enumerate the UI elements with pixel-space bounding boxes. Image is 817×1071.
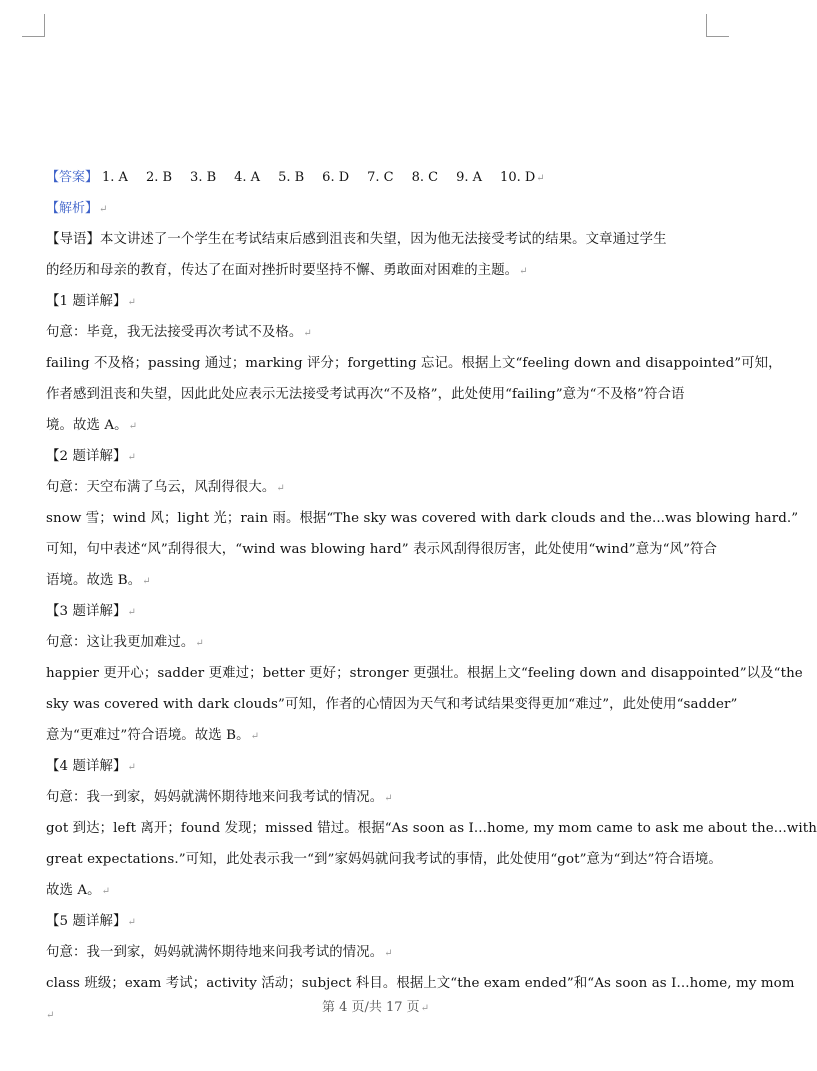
text-line: 意为“更难过”符合语境。故选 B。↵	[46, 728, 260, 743]
text-line: 故选 A。↵	[46, 883, 111, 898]
answer-item: 6. D	[322, 170, 350, 185]
answer-item: 2. B	[145, 170, 173, 185]
text-line: snow 雪；wind 风；light 光；rain 雨。根据“The sky was covered with dark clouds and the...was blowing hard.”	[46, 511, 799, 526]
crop-mark-top-left	[22, 14, 45, 37]
answer-key: 【答案】 1. A 2. B 3. B 4. A 5. B 6. D 7. C 8. C 9. A 10. D↵	[46, 170, 545, 185]
section-heading: 【3 题详解】↵	[46, 604, 136, 619]
answer-item: 7. C	[367, 170, 394, 185]
text-line: 作者感到沮丧和失望，因此此处应表示无法接受考试再次“不及格”，此处使用“failing”意为“不及格”符合语	[46, 387, 685, 402]
answer-item: 4. A	[234, 170, 261, 185]
answer-item: 8. C	[411, 170, 439, 185]
section-heading: 【1 题详解】↵	[46, 294, 136, 309]
text-line: 句意：毕竟，我无法接受再次考试不及格。↵	[46, 325, 312, 340]
text-line: 语境。故选 B。↵	[46, 573, 151, 588]
section-heading: 【4 题详解】↵	[46, 759, 136, 774]
text-line: happier 更开心；sadder 更难过；better 更好；stronger 更强壮。根据上文“feeling down and disappointed”以及“the	[46, 666, 803, 681]
text-line: 【导语】本文讲述了一个学生在考试结束后感到沮丧和失望，因为他无法接受考试的结果。文章通过学生	[46, 232, 667, 247]
text-line: sky was covered with dark clouds”可知，作者的心情因为天气和考试结果变得更加“难过”，此处使用“sadder”	[46, 697, 738, 712]
section-heading: 【2 题详解】↵	[46, 449, 136, 464]
crop-mark-top-right	[706, 14, 729, 37]
text-line: 句意：我一到家，妈妈就满怀期待地来问我考试的情况。↵	[46, 790, 393, 805]
text-line: great expectations.”可知，此处表示我一“到”家妈妈就问我考试的事情，此处使用“got”意为“到达”符合语境。	[46, 852, 722, 867]
text-line: failing 不及格；passing 通过；marking 评分；forgetting 忘记。根据上文“feeling down and disappointed”可知，	[46, 356, 782, 371]
text-line: 的经历和母亲的教育，传达了在面对挫折时要坚持不懈、勇敢面对困难的主题。↵	[46, 263, 528, 278]
text-line: 境。故选 A。↵	[46, 418, 138, 433]
paragraph-mark: ↵	[46, 1010, 55, 1021]
answer-item: 9. A	[456, 170, 483, 185]
text-line: class 班级；exam 考试；activity 活动；subject 科目。根据上文“the exam ended”和“As soon as I...home, my mom	[46, 976, 795, 991]
answer-item: 3. B	[190, 170, 217, 185]
analysis-heading: 【解析】↵	[46, 201, 108, 216]
text-line: got 到达；left 离开；found 发现；missed 错过。根据“As soon as I...home, my mom came to ask me about the...with	[46, 821, 817, 836]
answer-item: 10. D	[500, 170, 536, 185]
text-line: 句意：天空布满了乌云，风刮得很大。↵	[46, 480, 285, 495]
answer-item: 1. A	[102, 170, 128, 185]
answer-item: 5. B	[278, 170, 305, 185]
page-footer: 第 4 页/共 17 页↵	[321, 1000, 430, 1015]
text-line: 可知，句中表述“风”刮得很大，“wind was blowing hard” 表示风刮得很厉害，此处使用“wind”意为“风”符合	[46, 542, 718, 557]
text-line: 句意：这让我更加难过。↵	[46, 635, 204, 650]
text-line: 句意：我一到家，妈妈就满怀期待地来问我考试的情况。↵	[46, 945, 393, 960]
section-heading: 【5 题详解】↵	[46, 914, 136, 929]
answer-label: 【答案】	[46, 170, 99, 185]
